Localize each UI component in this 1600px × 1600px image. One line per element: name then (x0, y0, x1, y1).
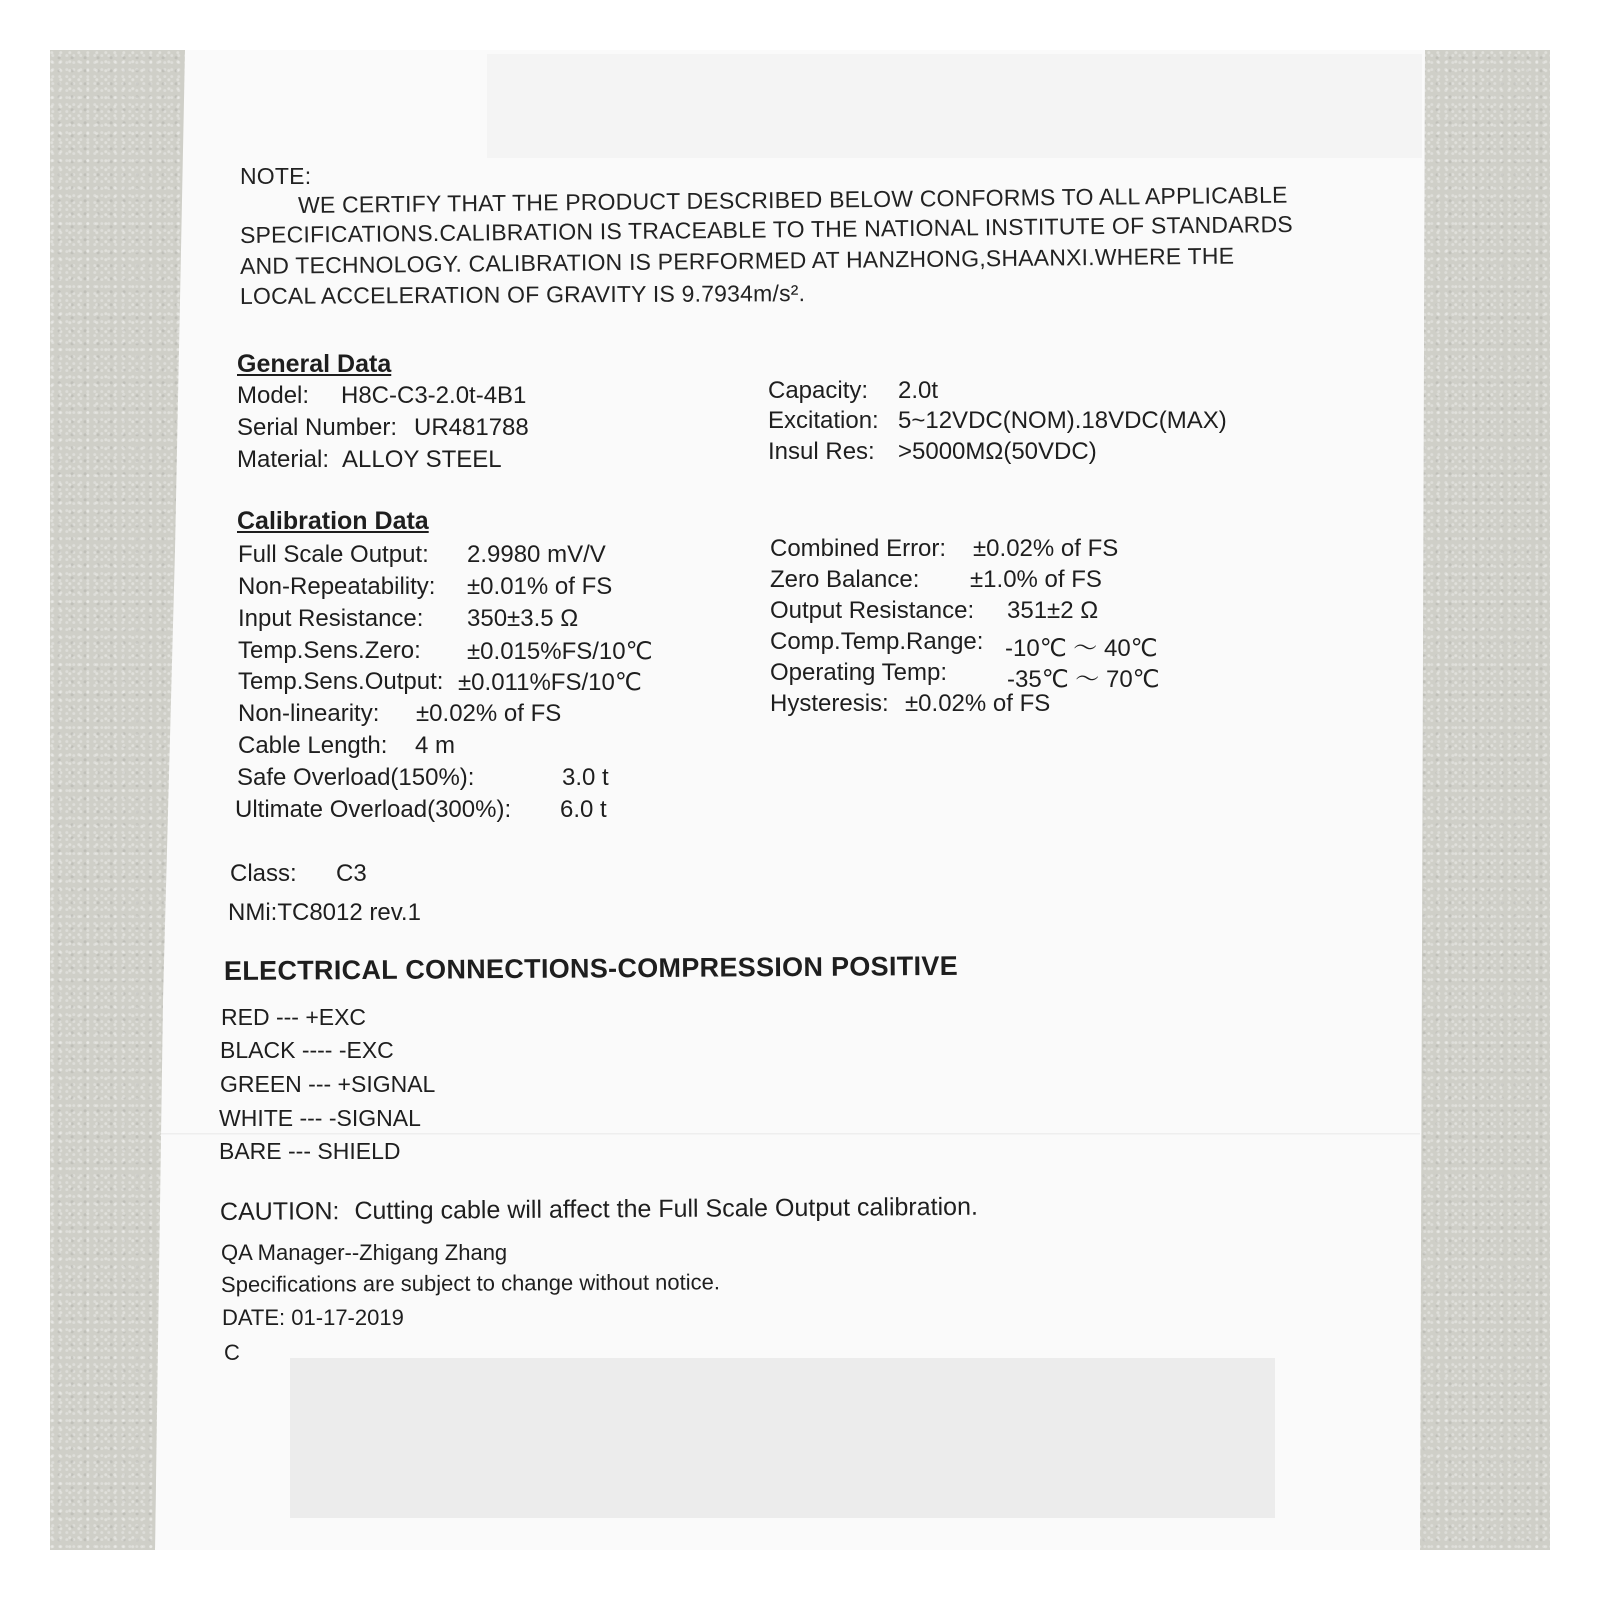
wire-row-white: WHITE --- -SIGNAL (219, 1105, 421, 1131)
wire-row-red: RED --- +EXC (221, 1004, 367, 1030)
general-row-material (237, 446, 502, 474)
cal-row-safe-overload (237, 764, 609, 792)
note-line-4: LOCAL ACCELERATION OF GRAVITY IS 9.7934m/s². (239, 280, 806, 309)
field-label: Output Resistance: (770, 597, 975, 624)
field-value: 3.0 t (562, 764, 609, 791)
cal-row-full-scale-output (238, 541, 606, 569)
field-value: H8C-C3-2.0t-4B1 (341, 382, 527, 409)
field-value: -10℃ 〜 40℃ (1005, 635, 1158, 662)
field-label: Serial Number: (237, 414, 398, 441)
cal-row-comp-temp-range (770, 628, 1158, 662)
cal-row-temp-sens-output (238, 668, 642, 696)
field-label: Cable Length: (238, 732, 388, 759)
field-value: ALLOY STEEL (342, 446, 502, 473)
cal-row-operating-temp (770, 659, 1160, 693)
field-value: ±0.02% of FS (905, 690, 1051, 717)
class-row (230, 860, 367, 888)
note-label: NOTE: (240, 163, 312, 189)
field-label: Safe Overload(150%): (237, 764, 475, 791)
field-label: Temp.Sens.Output: (238, 668, 444, 695)
field-value: 350±3.5 Ω (467, 605, 579, 632)
field-label: Full Scale Output: (238, 541, 429, 568)
note-line-3: AND TECHNOLOGY. CALIBRATION IS PERFORMED AT HANZHONG,SHAANXI.WHERE THE (239, 242, 1235, 279)
cal-row-cable-length (238, 732, 456, 760)
cal-row-hysteresis (770, 690, 1051, 718)
cal-row-combined-error (770, 535, 1119, 563)
field-label: Insul Res: (768, 438, 875, 465)
caution-line (220, 1193, 978, 1227)
general-data-heading: General Data (237, 350, 392, 378)
date-value: 01-17-2019 (291, 1305, 404, 1330)
field-label: Capacity: (768, 377, 869, 404)
field-label: Combined Error: (770, 535, 947, 562)
field-value: ±0.02% of FS (416, 700, 562, 727)
specifications-notice: Specifications are subject to change without notice. (220, 1269, 721, 1297)
redaction-top (487, 54, 1422, 158)
general-row-excitation (768, 407, 1227, 435)
field-value: ±1.0% of FS (970, 566, 1102, 593)
wire-row-black: BLACK ---- -EXC (220, 1037, 394, 1063)
general-row-model (237, 382, 527, 410)
field-value: UR481788 (414, 414, 529, 441)
field-value: ±0.011%FS/10℃ (458, 669, 642, 696)
mark-letter: C (224, 1340, 240, 1365)
wire-row-green: GREEN --- +SIGNAL (220, 1071, 436, 1097)
general-row-serial (237, 414, 529, 442)
field-value: 2.9980 mV/V (467, 541, 606, 568)
cal-row-non-linearity (238, 700, 562, 728)
date-label: DATE: (222, 1305, 286, 1330)
cal-row-input-resistance (238, 605, 579, 633)
caution-label: CAUTION: (219, 1197, 340, 1226)
field-label: Model: (237, 382, 310, 409)
date-row (222, 1305, 404, 1331)
field-value: 4 m (415, 732, 456, 759)
field-label: Excitation: (768, 407, 879, 434)
wire-row-bare: BARE --- SHIELD (219, 1138, 401, 1164)
note-line-2: SPECIFICATIONS.CALIBRATION IS TRACEABLE TO THE NATIONAL INSTITUTE OF STANDARDS (239, 210, 1293, 248)
cal-row-temp-sens-zero (238, 637, 653, 665)
field-value: 5~12VDC(NOM).18VDC(MAX) (898, 407, 1227, 434)
redaction-bottom (290, 1358, 1275, 1518)
field-label: Operating Temp: (770, 659, 947, 686)
qa-manager: QA Manager--Zhigang Zhang (221, 1240, 508, 1265)
electrical-connections-heading: ELECTRICAL CONNECTIONS-COMPRESSION POSITIVE (223, 950, 959, 986)
general-row-capacity (768, 377, 939, 405)
paper-fold (160, 1133, 1420, 1136)
field-value: C3 (336, 860, 367, 887)
cal-row-non-repeatability (238, 573, 613, 601)
field-label: Material: (237, 446, 330, 473)
cal-row-ultimate-overload (235, 796, 607, 824)
field-label: Comp.Temp.Range: (770, 628, 984, 655)
field-label: Input Resistance: (238, 605, 424, 632)
field-value: >5000MΩ(50VDC) (898, 438, 1097, 465)
field-value: 351±2 Ω (1007, 597, 1099, 624)
calibration-data-heading: Calibration Data (237, 507, 429, 535)
field-label: Zero Balance: (770, 566, 920, 593)
field-label: Hysteresis: (770, 690, 889, 717)
field-value: ±0.015%FS/10℃ (467, 638, 653, 665)
field-value: ±0.02% of FS (973, 535, 1119, 562)
field-label: Non-linearity: (238, 700, 380, 727)
general-row-insul-res (768, 438, 1097, 466)
field-value: -35℃ 〜 70℃ (1007, 666, 1160, 693)
field-value: 2.0t (898, 377, 939, 404)
field-value: 6.0 t (560, 796, 607, 823)
note-line-1: WE CERTIFY THAT THE PRODUCT DESCRIBED BELOW CONFORMS TO ALL APPLICABLE (297, 181, 1288, 218)
field-label: Class: (230, 860, 297, 887)
caution-text: Cutting cable will affect the Full Scale Output calibration. (354, 1192, 978, 1226)
field-label: Ultimate Overload(300%): (235, 796, 512, 823)
cal-row-output-resistance (770, 597, 1099, 625)
field-label: Non-Repeatability: (238, 573, 436, 600)
cal-row-zero-balance (770, 566, 1102, 594)
field-label: Temp.Sens.Zero: (238, 637, 421, 664)
field-value: ±0.01% of FS (467, 573, 613, 600)
nmi-certificate: NMi:TC8012 rev.1 (228, 899, 421, 926)
